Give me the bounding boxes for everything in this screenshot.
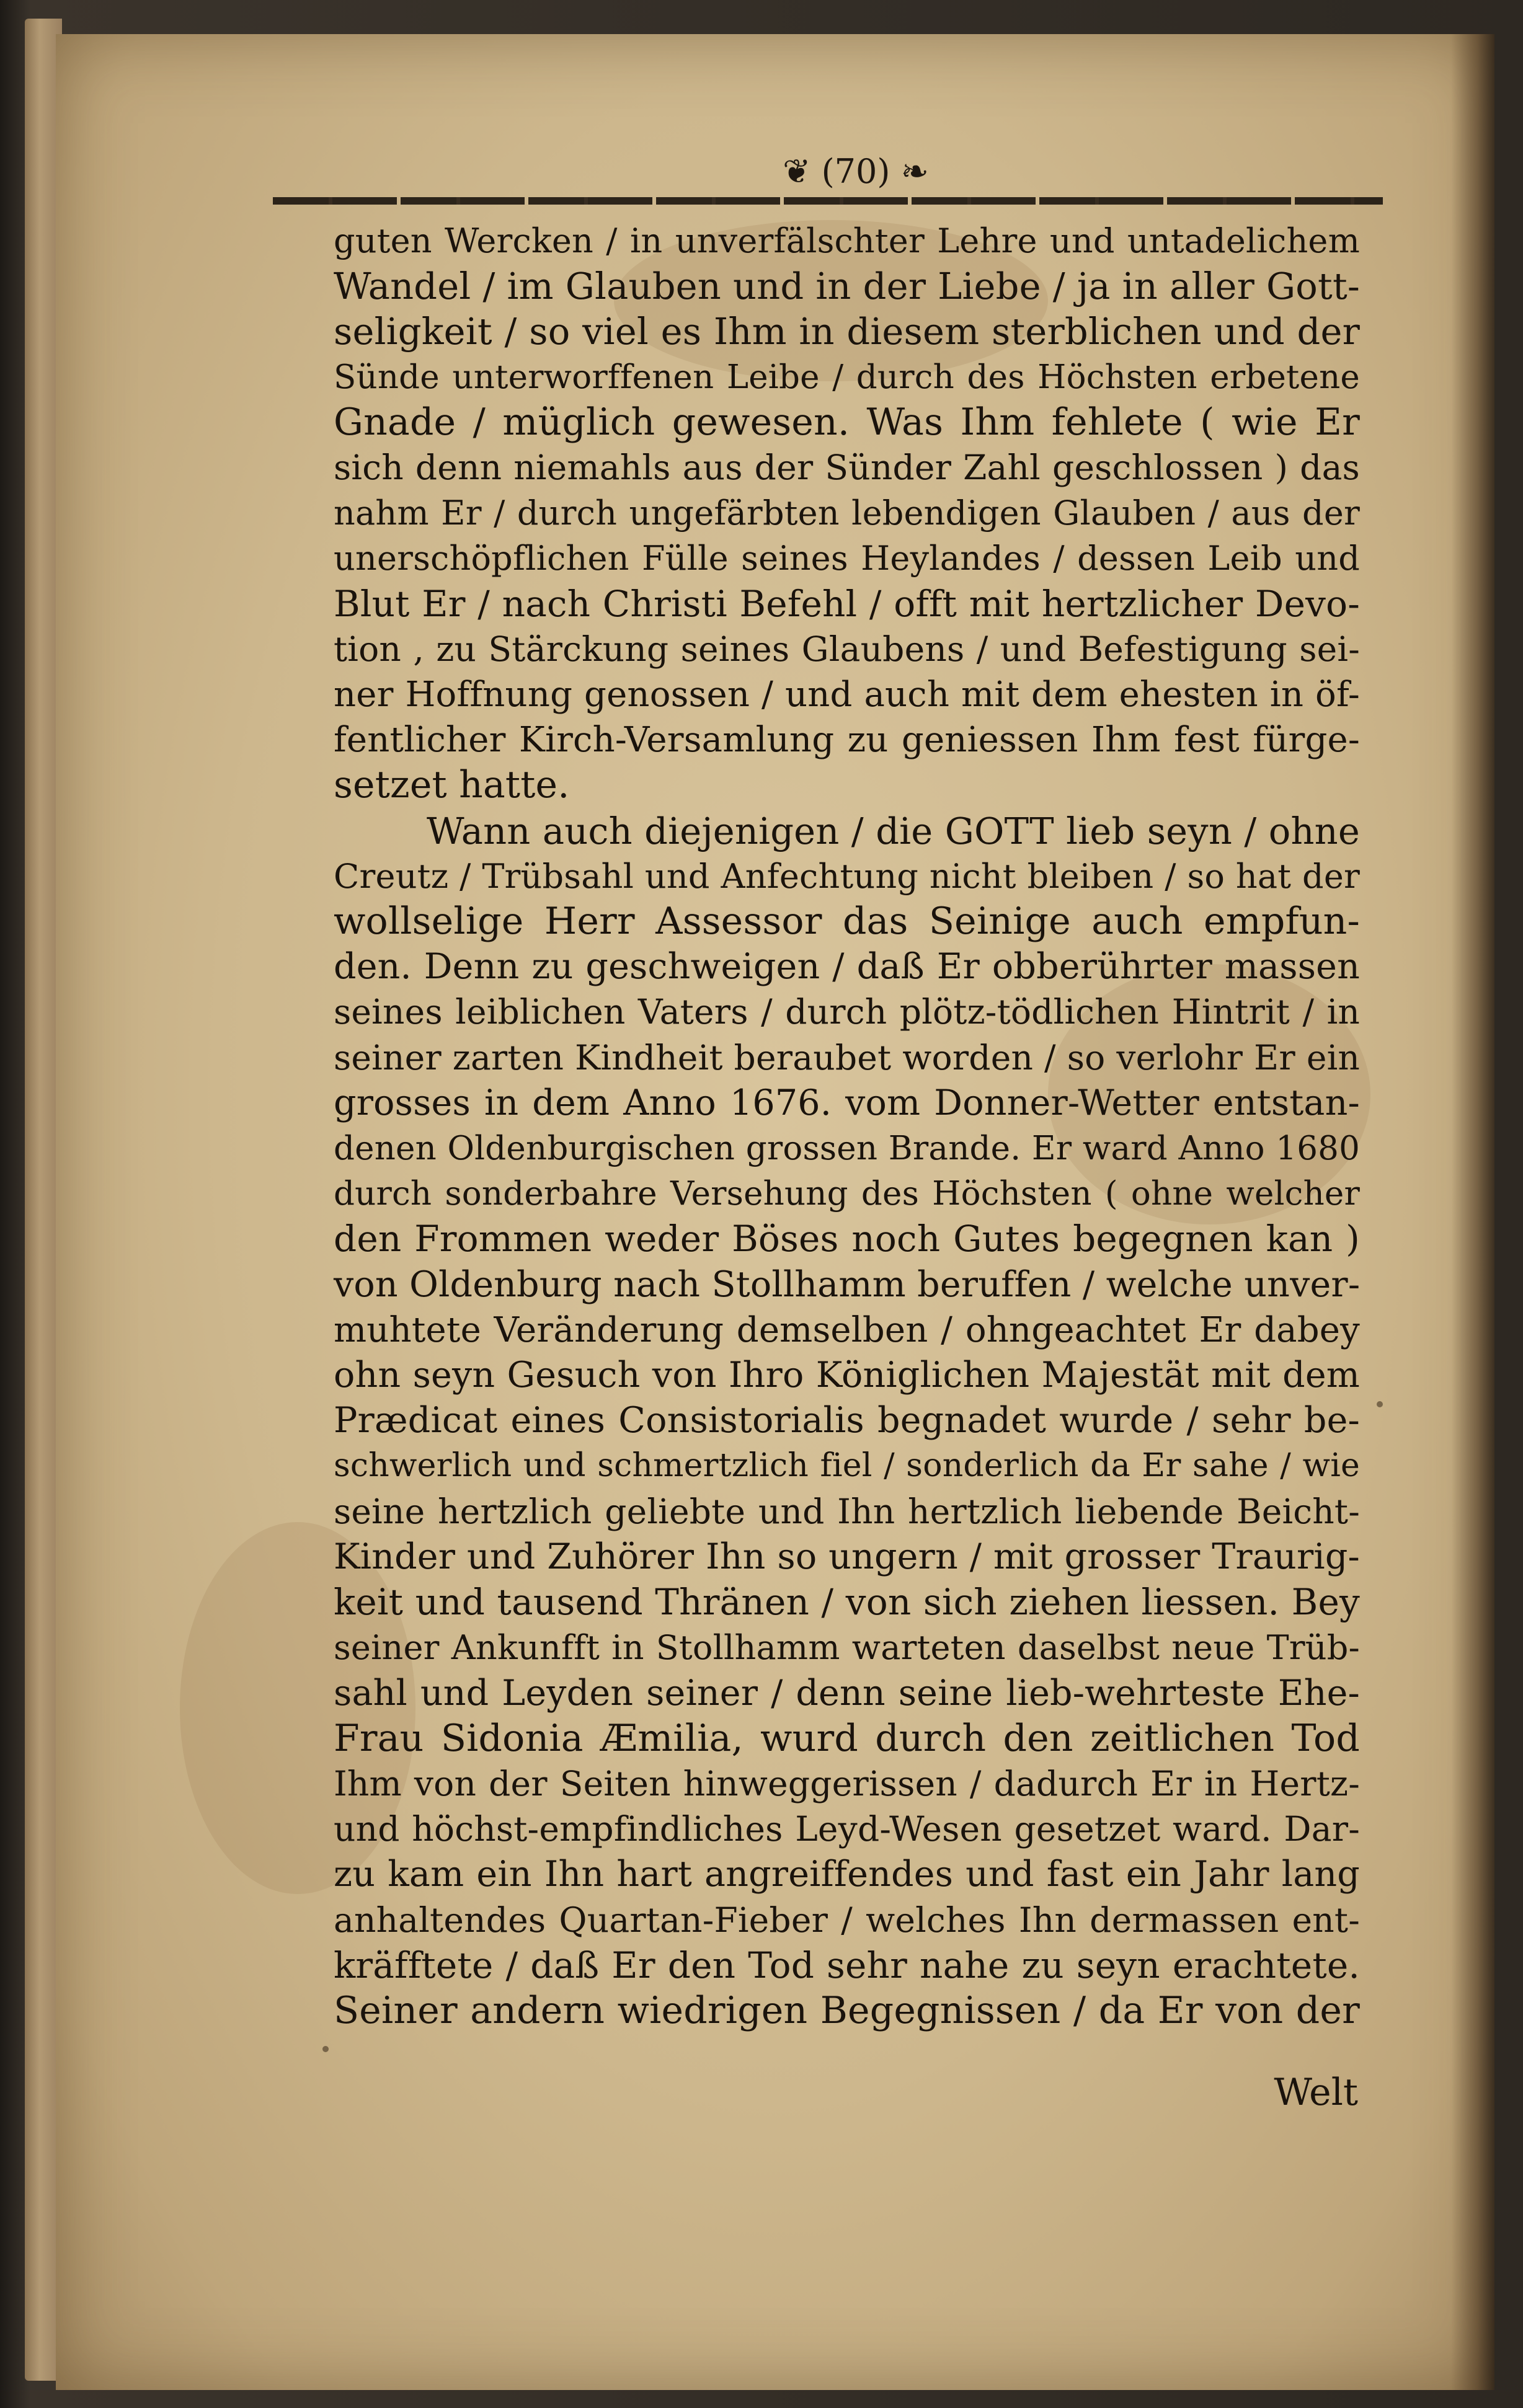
- text-line: Blut Er / nach Christi Befehl / offt mit hertzlicher Devo-: [334, 582, 1360, 625]
- page-header: [732, 152, 980, 191]
- ink-speck: [322, 2046, 329, 2052]
- text-line: Wandel / im Glauben und in der Liebe / ja in aller Gott-: [334, 265, 1360, 308]
- ink-speck: [1377, 1401, 1383, 1407]
- text-line: Ihm von der Seiten hinweggerissen / dadurch Er in Hertz-: [334, 1763, 1360, 1804]
- text-line: nahm Er / durch ungefärbten lebendigen Glauben / aus der: [334, 494, 1360, 533]
- text-line: denen Oldenburgischen grossen Brande. Er ward Anno 1680: [334, 1130, 1360, 1168]
- text-line: ohn seyn Gesuch von Ihro Königlichen Majestät mit dem: [334, 1355, 1360, 1396]
- text-line: von Oldenburg nach Stollhamm beruffen / welche unver-: [334, 1264, 1361, 1305]
- text-line: Gnade / müglich gewesen. Was Ihm fehlete ( wie Er: [334, 400, 1360, 444]
- text-line: unerschöpflichen Fülle seines Heylandes / dessen Leib und: [334, 539, 1360, 578]
- paragraph-start-line: Wann auch diejenigen / die GOTT lieb seyn / ohne: [427, 809, 1360, 852]
- text-line: kräfftete / daß Er den Tod sehr nahe zu seyn erachtete.: [334, 1944, 1360, 1986]
- text-line: sich denn niemahls aus der Sünder Zahl geschlossen ) das: [334, 448, 1360, 488]
- binding-gutter: [1451, 34, 1494, 2390]
- text-line: seine hertzlich geliebte und Ihn hertzlich liebende Beicht-: [334, 1491, 1360, 1531]
- text-line: schwerlich und schmertzlich fiel / sonderlich da Er sahe / wie: [334, 1447, 1360, 1485]
- body-text: [334, 218, 1360, 2034]
- text-line: tion , zu Stärckung seines Glaubens / und Befestigung sei-: [334, 629, 1360, 669]
- text-line: den Frommen weder Böses noch Gutes begegnen kan ): [334, 1218, 1360, 1260]
- text-line: Sünde unterworffenen Leibe / durch des Höchsten erbetene: [334, 358, 1360, 396]
- text-line: seligkeit / so viel es Ihm in diesem sterblichen und der: [334, 310, 1360, 353]
- text-line: Frau Sidonia Æmilia, wurd durch den zeitlichen Tod: [334, 1716, 1360, 1760]
- text-line: durch sonderbahre Versehung des Höchsten ( ohne welcher: [334, 1175, 1360, 1213]
- text-line: Prædicat eines Consistorialis begnadet wurde / sehr be-: [334, 1400, 1360, 1441]
- text-line: Creutz / Trübsahl und Anfechtung nicht bleiben / so hat der: [334, 856, 1360, 896]
- text-line: Kinder und Zuhörer Ihn so ungern / mit grosser Traurig-: [334, 1536, 1360, 1577]
- text-line: fentlicher Kirch-Versamlung zu geniessen Ihm fest fürge-: [334, 720, 1360, 761]
- text-line: den. Denn zu geschweigen / daß Er obberührter massen: [334, 946, 1360, 988]
- text-line: muhtete Veränderung demselben / ohngeachtet Er dabey: [334, 1309, 1360, 1350]
- catchword: Welt: [1274, 2071, 1358, 2114]
- text-line: keit und tausend Thränen / von sich ziehen liessen. Bey: [334, 1581, 1360, 1624]
- text-line: wollselige Herr Assessor das Seinige auch empfun-: [334, 900, 1360, 944]
- text-line: ner Hoffnung genossen / und auch mit dem ehesten in öf-: [334, 675, 1360, 715]
- text-line: seines leiblichen Vaters / durch plötz-tödlichen Hintrit / in: [334, 992, 1360, 1032]
- text-line: Seiner andern wiedrigen Begegnissen / da Er von der: [334, 1988, 1360, 2032]
- ornament-right: ❧: [890, 152, 929, 191]
- text-line: seiner Ankunfft in Stollhamm warteten daselbst neue Trüb-: [334, 1628, 1360, 1668]
- text-line: und höchst-empfindliches Leyd-Wesen gesetzet ward. Dar-: [334, 1809, 1360, 1849]
- text-line: anhaltendes Quartan-Fieber / welches Ihn dermassen ent-: [334, 1900, 1360, 1940]
- text-line: sahl und Leyden seiner / denn seine lieb-wehrteste Ehe-: [334, 1672, 1360, 1714]
- header-rule: [273, 197, 1383, 205]
- page-number: (70): [821, 152, 890, 191]
- text-line: zu kam ein Ihn hart angreiffendes und fast ein Jahr lang: [334, 1854, 1360, 1895]
- text-line: setzet hatte.: [334, 763, 570, 807]
- text-line: seiner zarten Kindheit beraubet worden / so verlohr Er ein: [334, 1037, 1360, 1078]
- text-line: grosses in dem Anno 1676. vom Donner-Wetter entstan-: [334, 1082, 1360, 1123]
- text-line: guten Wercken / in unverfälschter Lehre und untadelichem: [334, 221, 1360, 260]
- ornament-left: ❦: [783, 152, 822, 191]
